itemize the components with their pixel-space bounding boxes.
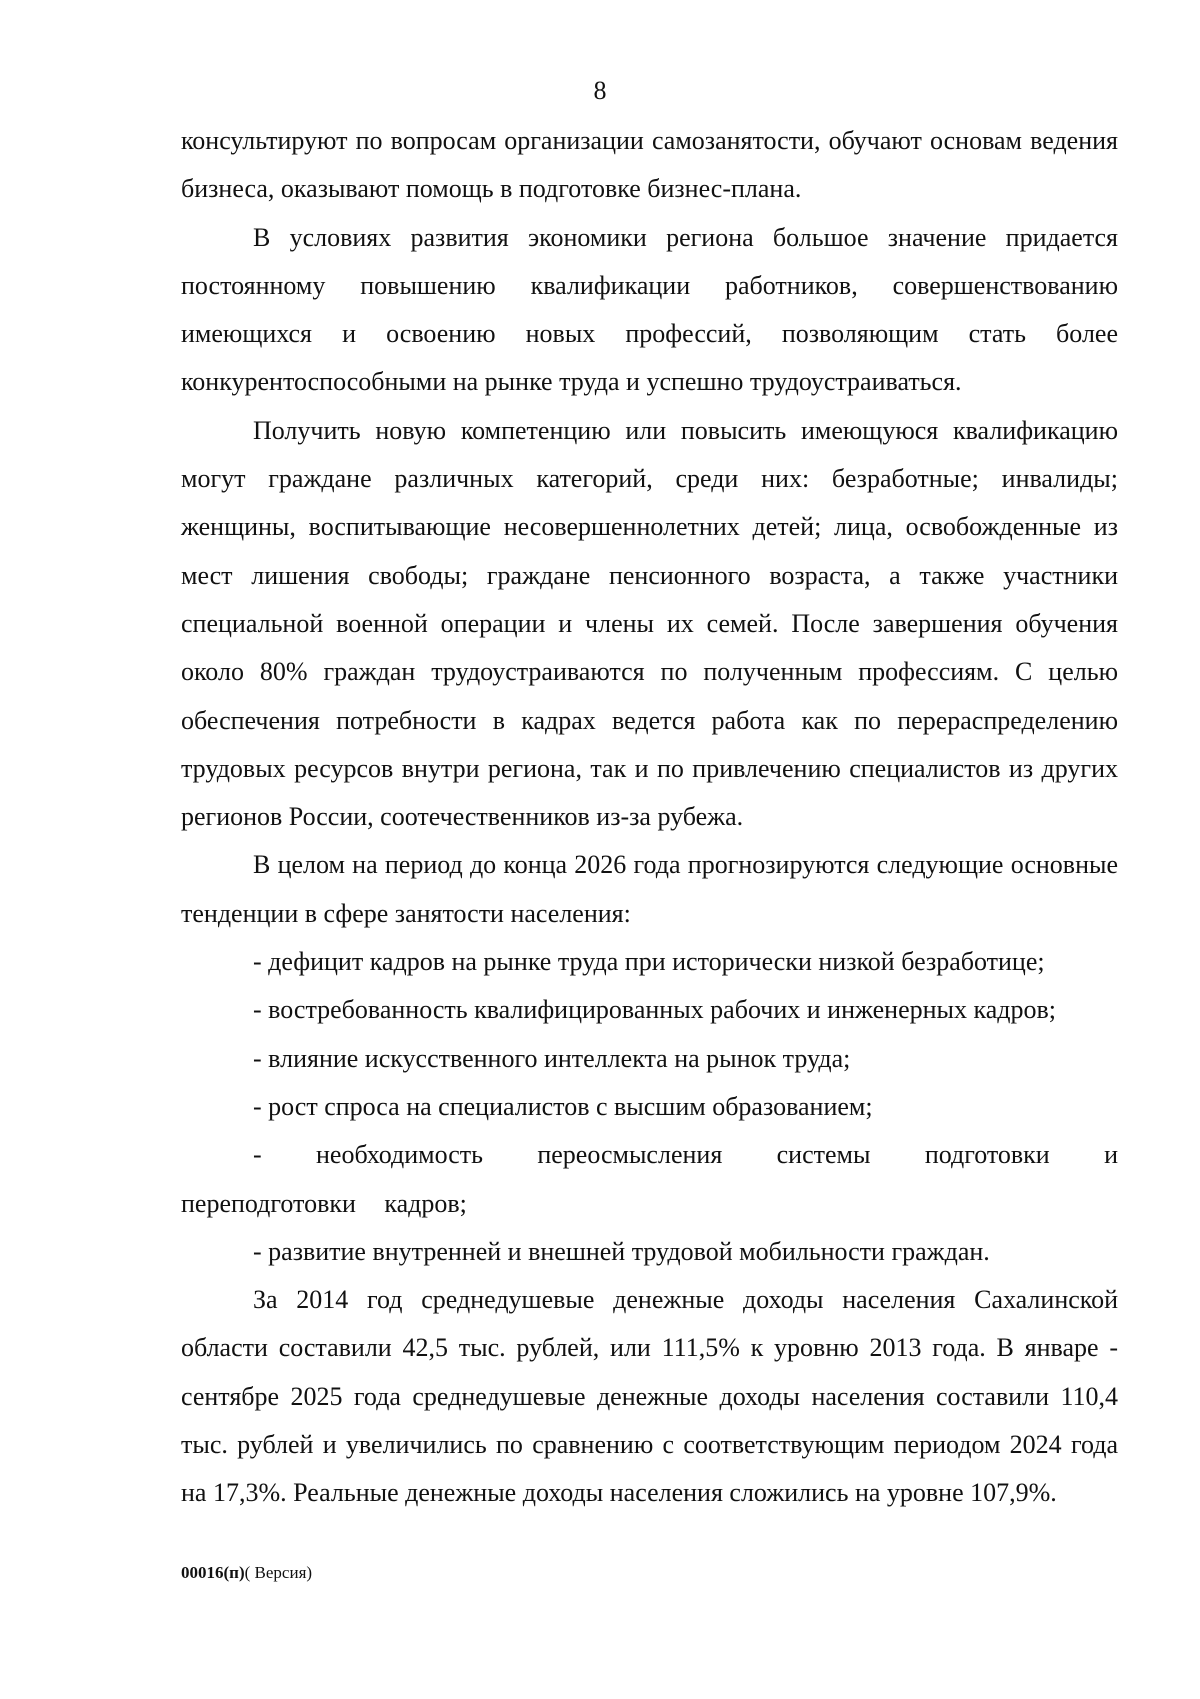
trend-item: - рост спроса на специалистов с высшим образованием; xyxy=(253,1091,873,1121)
page-number: 8 xyxy=(593,76,607,105)
paragraph-forecast-intro: В целом на период до конца 2026 года прогнозируются следующие основные тенденции в сфере занятости населения: xyxy=(181,850,1118,928)
trend-item: - развитие внутренней и внешней трудовой мобильности граждан. xyxy=(253,1236,990,1266)
trend-item: - влияние искусственного интеллекта на рынок труда; xyxy=(253,1043,851,1073)
document-footer-code xyxy=(181,1563,312,1583)
trend-item: - востребованность квалифицированных рабочих и инженерных кадров; xyxy=(253,995,1057,1025)
paragraph-qualification: В условиях развития экономики региона большое значение придается постоянному повышению квалификации работников, совершенствованию имеющихся и освоению новых профессий, позволяющим стать более конкурентоспособными на рынке труда и успешно трудоустраиваться. xyxy=(181,222,1118,397)
trend-item: - дефицит кадров на рынке труда при исторически низкой безработице; xyxy=(253,947,1045,977)
version-label: ( Версия) xyxy=(244,1563,313,1582)
paragraph-continuation: консультируют по вопросам организации самозанятости, обучают основам ведения бизнеса, оказывают помощь в подготовке бизнес-плана. xyxy=(181,126,1118,204)
form-code: 00016(п) xyxy=(181,1563,245,1582)
paragraph-competence: Получить новую компетенцию или повысить имеющуюся квалификацию могут граждане различных категорий, среди них: безработные; инвалиды; женщины, воспитывающие несовершеннолетних детей; лица, освобожденные из мест лишения свободы; граждане пенсионного возраста, а также участники специальной военной операции и члены их семей. После завершения обучения около 80% граждан трудоустраиваются по полученным профессиям. С целью обеспечения потребности в кадрах ведется работа как по перераспределению трудовых ресурсов внутри региона, так и по привлечению специалистов из других регионов России, соотечественников из-за рубежа. xyxy=(181,415,1118,832)
trend-item: - необходимость переосмысления системы подготовки и переподготовки кадров; xyxy=(181,1140,1118,1218)
paragraph-income: За 2014 год среднедушевые денежные доходы населения Сахалинской области составили 42,5 тыс. рублей, или 111,5% к уровню 2013 года. В январе - сентябре 2025 года среднедушевые денежные доходы населения составили 110,4 тыс. рублей и увеличились по сравнению с соответствующим периодом 2024 года на 17,3%. Реальные денежные доходы населения сложились на уровне 107,9%. xyxy=(181,1285,1118,1508)
document-body xyxy=(181,117,1118,1518)
